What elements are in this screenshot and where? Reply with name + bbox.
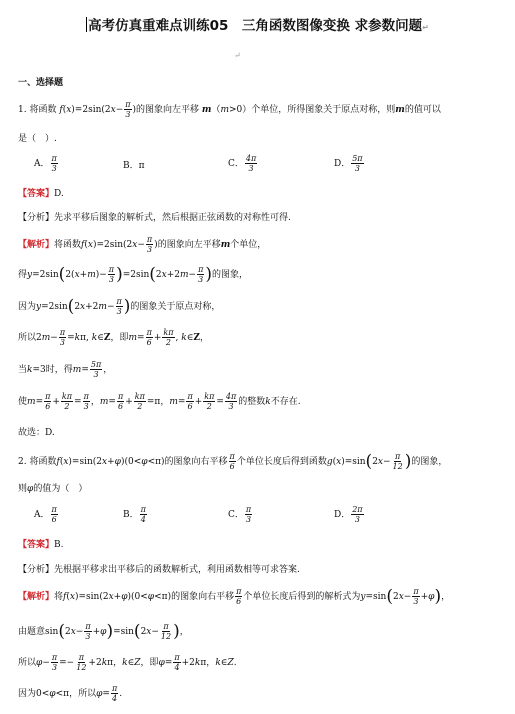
- q2-solution-line-1: 【解析】将f(x)=sin(2x+φ)(0<φ<π)的图象向右平移 $\frac{\pi}{6}$ 个单位长度后得到的解析式为y=sin(2x− $\frac{\pi}{3}$ +φ)，: [18, 586, 451, 607]
- q1-solution-line-2: 得y=2sin(2(x+m)− $\frac{\pi}{3}$ )=2sin(2x+2m− $\frac{\pi}{3}$ )的图象，: [18, 264, 249, 285]
- q2-option-b: B． $\frac{\pi}{4}$: [123, 505, 146, 524]
- q2-solution-line-2: 由题意sin(2x− $\frac{\pi}{3}$ +φ)=sin(2x− $\frac{\pi}{12}$ )，: [18, 621, 189, 642]
- q1-solution-line-1: 【解析】将函数f(x)=2sin(2x− $\frac{\pi}{3}$ )的图象向左平移m个单位，: [18, 235, 267, 254]
- q2-option-a: A． $\frac{\pi}{6}$: [34, 505, 57, 524]
- section-heading: 一、选择题: [18, 78, 64, 88]
- q2-stem: 2. 将函数f(x)=sin(2x+φ)(0<φ<π)的图象向右平移 $\frac{\pi}{6}$ 个单位长度后得到函数g(x)=sin(2x− $\frac{\pi}{12}$ )的图象，: [18, 451, 448, 472]
- q2-solution-line-4: 因为0<φ<π，所以φ= $\frac{\pi}{4}$ .: [18, 684, 123, 703]
- q1-stem: 1. 将函数 f(x)=2sin(2x− $\frac{\pi}{3}$ )的图象向左平移 m（m>0）个单位，所得图象关于原点对称，则m的值可以: [18, 100, 441, 119]
- q2-option-c: C． $\frac{\pi}{3}$: [228, 505, 252, 524]
- q1-solution-line-7: 故选：D.: [18, 428, 55, 438]
- q1-stem-end: 是（ ）.: [18, 134, 57, 144]
- q2-option-d: D． $\frac{2\pi}{3}$: [334, 505, 363, 524]
- q1-option-c: C． $\frac{4\pi}{3}$: [228, 154, 257, 173]
- paragraph-mark-icon: ↵: [234, 51, 241, 60]
- q1-solution-line-6: 使m= $\frac{\pi}{6}$ + $\frac{k\pi}{2}$ = $\frac{\pi}{3}$ ，m= $\frac{\pi}{6}$ + $\frac{k\pi}{2}$ =π，m= $\frac{\pi}{6}$ + $\frac{k\pi}{2}$ = $\frac{4\pi}{3}$ 的整数k不存在.: [18, 392, 301, 411]
- q2-stem-end: 则φ的值为（ ）: [18, 484, 88, 494]
- q2-answer: 【答案】B.: [18, 540, 64, 550]
- q1-option-d: D． $\frac{5\pi}{3}$: [334, 154, 363, 173]
- q1-solution-line-5: 当k=3时，得m= $\frac{5\pi}{3}$ ，: [18, 360, 113, 379]
- q1-solution-line-3: 因为y=2sin(2x+2m− $\frac{\pi}{3}$ )的图象关于原点对称，: [18, 296, 221, 317]
- q2-analysis: 【分析】先根据平移求出平移后的函数解析式，利用函数相等可求答案.: [18, 565, 300, 575]
- q2-solution-line-3: 所以φ− $\frac{\pi}{3}$ =− $\frac{\pi}{12}$ +2kπ，k∈Z，即φ= $\frac{\pi}{4}$ +2kπ，k∈Z.: [18, 653, 237, 672]
- q1-analysis: 【分析】先求平移后图象的解析式，然后根据正弦函数的对称性可得.: [18, 213, 291, 223]
- text-cursor: [86, 17, 87, 32]
- page-title: 高考仿真重难点训练05 三角函数图像变换 求参数问题↵: [88, 18, 429, 34]
- q1-option-a: A． $\frac{\pi}{3}$: [34, 154, 57, 173]
- q1-solution-line-4: 所以2m− $\frac{\pi}{3}$ =kπ, k∈Z，即m= $\frac{\pi}{6}$ + $\frac{k\pi}{2}$ , k∈Z，: [18, 328, 209, 347]
- q1-answer: 【答案】D.: [18, 189, 64, 199]
- q1-option-b: B．π: [123, 161, 145, 171]
